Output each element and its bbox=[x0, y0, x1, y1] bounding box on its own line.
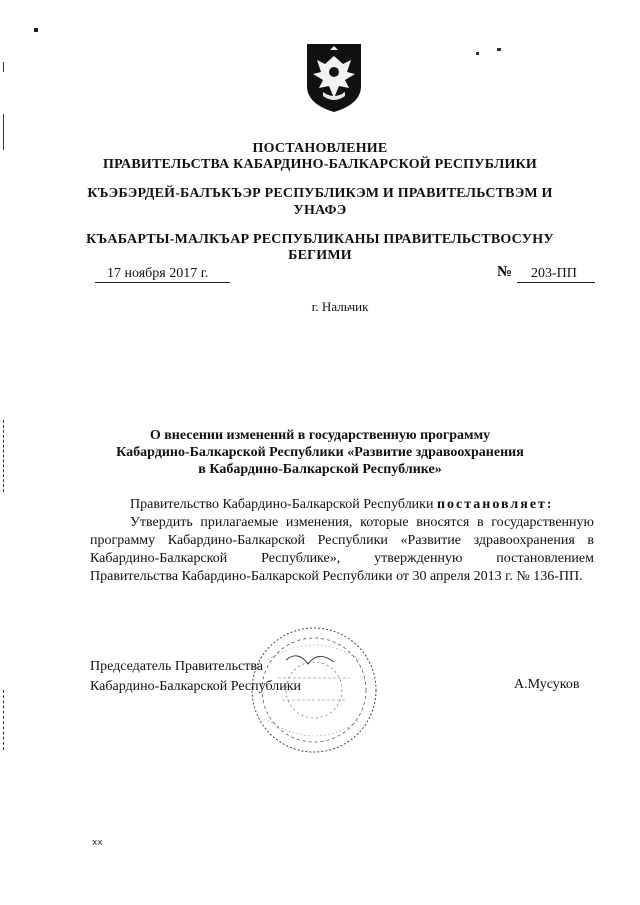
scan-dot-mark bbox=[476, 52, 479, 55]
margin-dashed-mark bbox=[3, 420, 5, 492]
document-number bbox=[517, 266, 595, 283]
subject-line-1: О внесении изменений в государственную программу bbox=[149, 428, 491, 443]
document-date bbox=[95, 266, 230, 283]
subject-line-3: в Кабардино-Балкарской Республике» bbox=[198, 462, 442, 477]
footer-mark: xx bbox=[92, 838, 103, 848]
margin-tick-mark bbox=[3, 62, 4, 72]
document-number-label: № bbox=[497, 264, 513, 280]
subject-line-2: Кабардино-Балкарской Республики «Развитие здравоохранения bbox=[116, 445, 524, 460]
scan-dot-mark bbox=[34, 28, 38, 32]
document-number-value: 203-ПП bbox=[531, 266, 577, 281]
issuer-name-russian: ПРАВИТЕЛЬСТВА КАБАРДИНО-БАЛКАРСКОЙ РЕСПУБЛИКИ bbox=[102, 157, 538, 172]
margin-tick-mark bbox=[3, 114, 4, 150]
issuer-name-balkar-line1: КЪАБАРТЫ-МАЛКЪАР РЕСПУБЛИКАНЫ ПРАВИТЕЛЬСТВОСУНУ bbox=[86, 232, 554, 247]
resolution-body: Утвердить прилагаемые изменения, которые вносятся в государственную программу Кабардино-Балкарской Республики «Развитие здравоохранения в Кабардино-Балкарской Республике», утвержденную постановлением Правительства Кабардино-Балкарской Республики от 30 апреля 2013 г. № 136-ПП. bbox=[90, 515, 594, 584]
document-subject bbox=[0, 427, 640, 478]
document-date-value: 17 ноября 2017 г. bbox=[107, 266, 209, 281]
resolution-preamble bbox=[130, 496, 554, 514]
scan-dot-mark bbox=[497, 48, 501, 51]
preamble-text: Правительство Кабардино-Балкарской Республики bbox=[130, 497, 437, 512]
issuer-name-kabardian-line1: КЪЭБЭРДЕЙ-БАЛЪКЪЭР РЕСПУБЛИКЭМ И ПРАВИТЕЛЬСТВЭМ И bbox=[87, 186, 553, 201]
issuer-name-balkar-line2: БЕГИМИ bbox=[288, 248, 352, 263]
signatory-title-line-1: Председатель Правительства bbox=[90, 659, 263, 674]
issuer-name-kabardian-line2: УНАФЭ bbox=[293, 203, 347, 218]
signatory-title bbox=[90, 657, 301, 697]
coat-of-arms-emblem bbox=[301, 42, 367, 114]
signatory-title-line-2: Кабардино-Балкарской Республики bbox=[90, 679, 301, 694]
preamble-decree-word: постановляет: bbox=[436, 497, 554, 512]
signatory-name: А.Мусуков bbox=[514, 677, 580, 692]
document-type-title: ПОСТАНОВЛЕНИЕ bbox=[252, 141, 388, 156]
margin-dashed-mark bbox=[3, 690, 5, 750]
issue-city: г. Нальчик bbox=[311, 299, 369, 314]
